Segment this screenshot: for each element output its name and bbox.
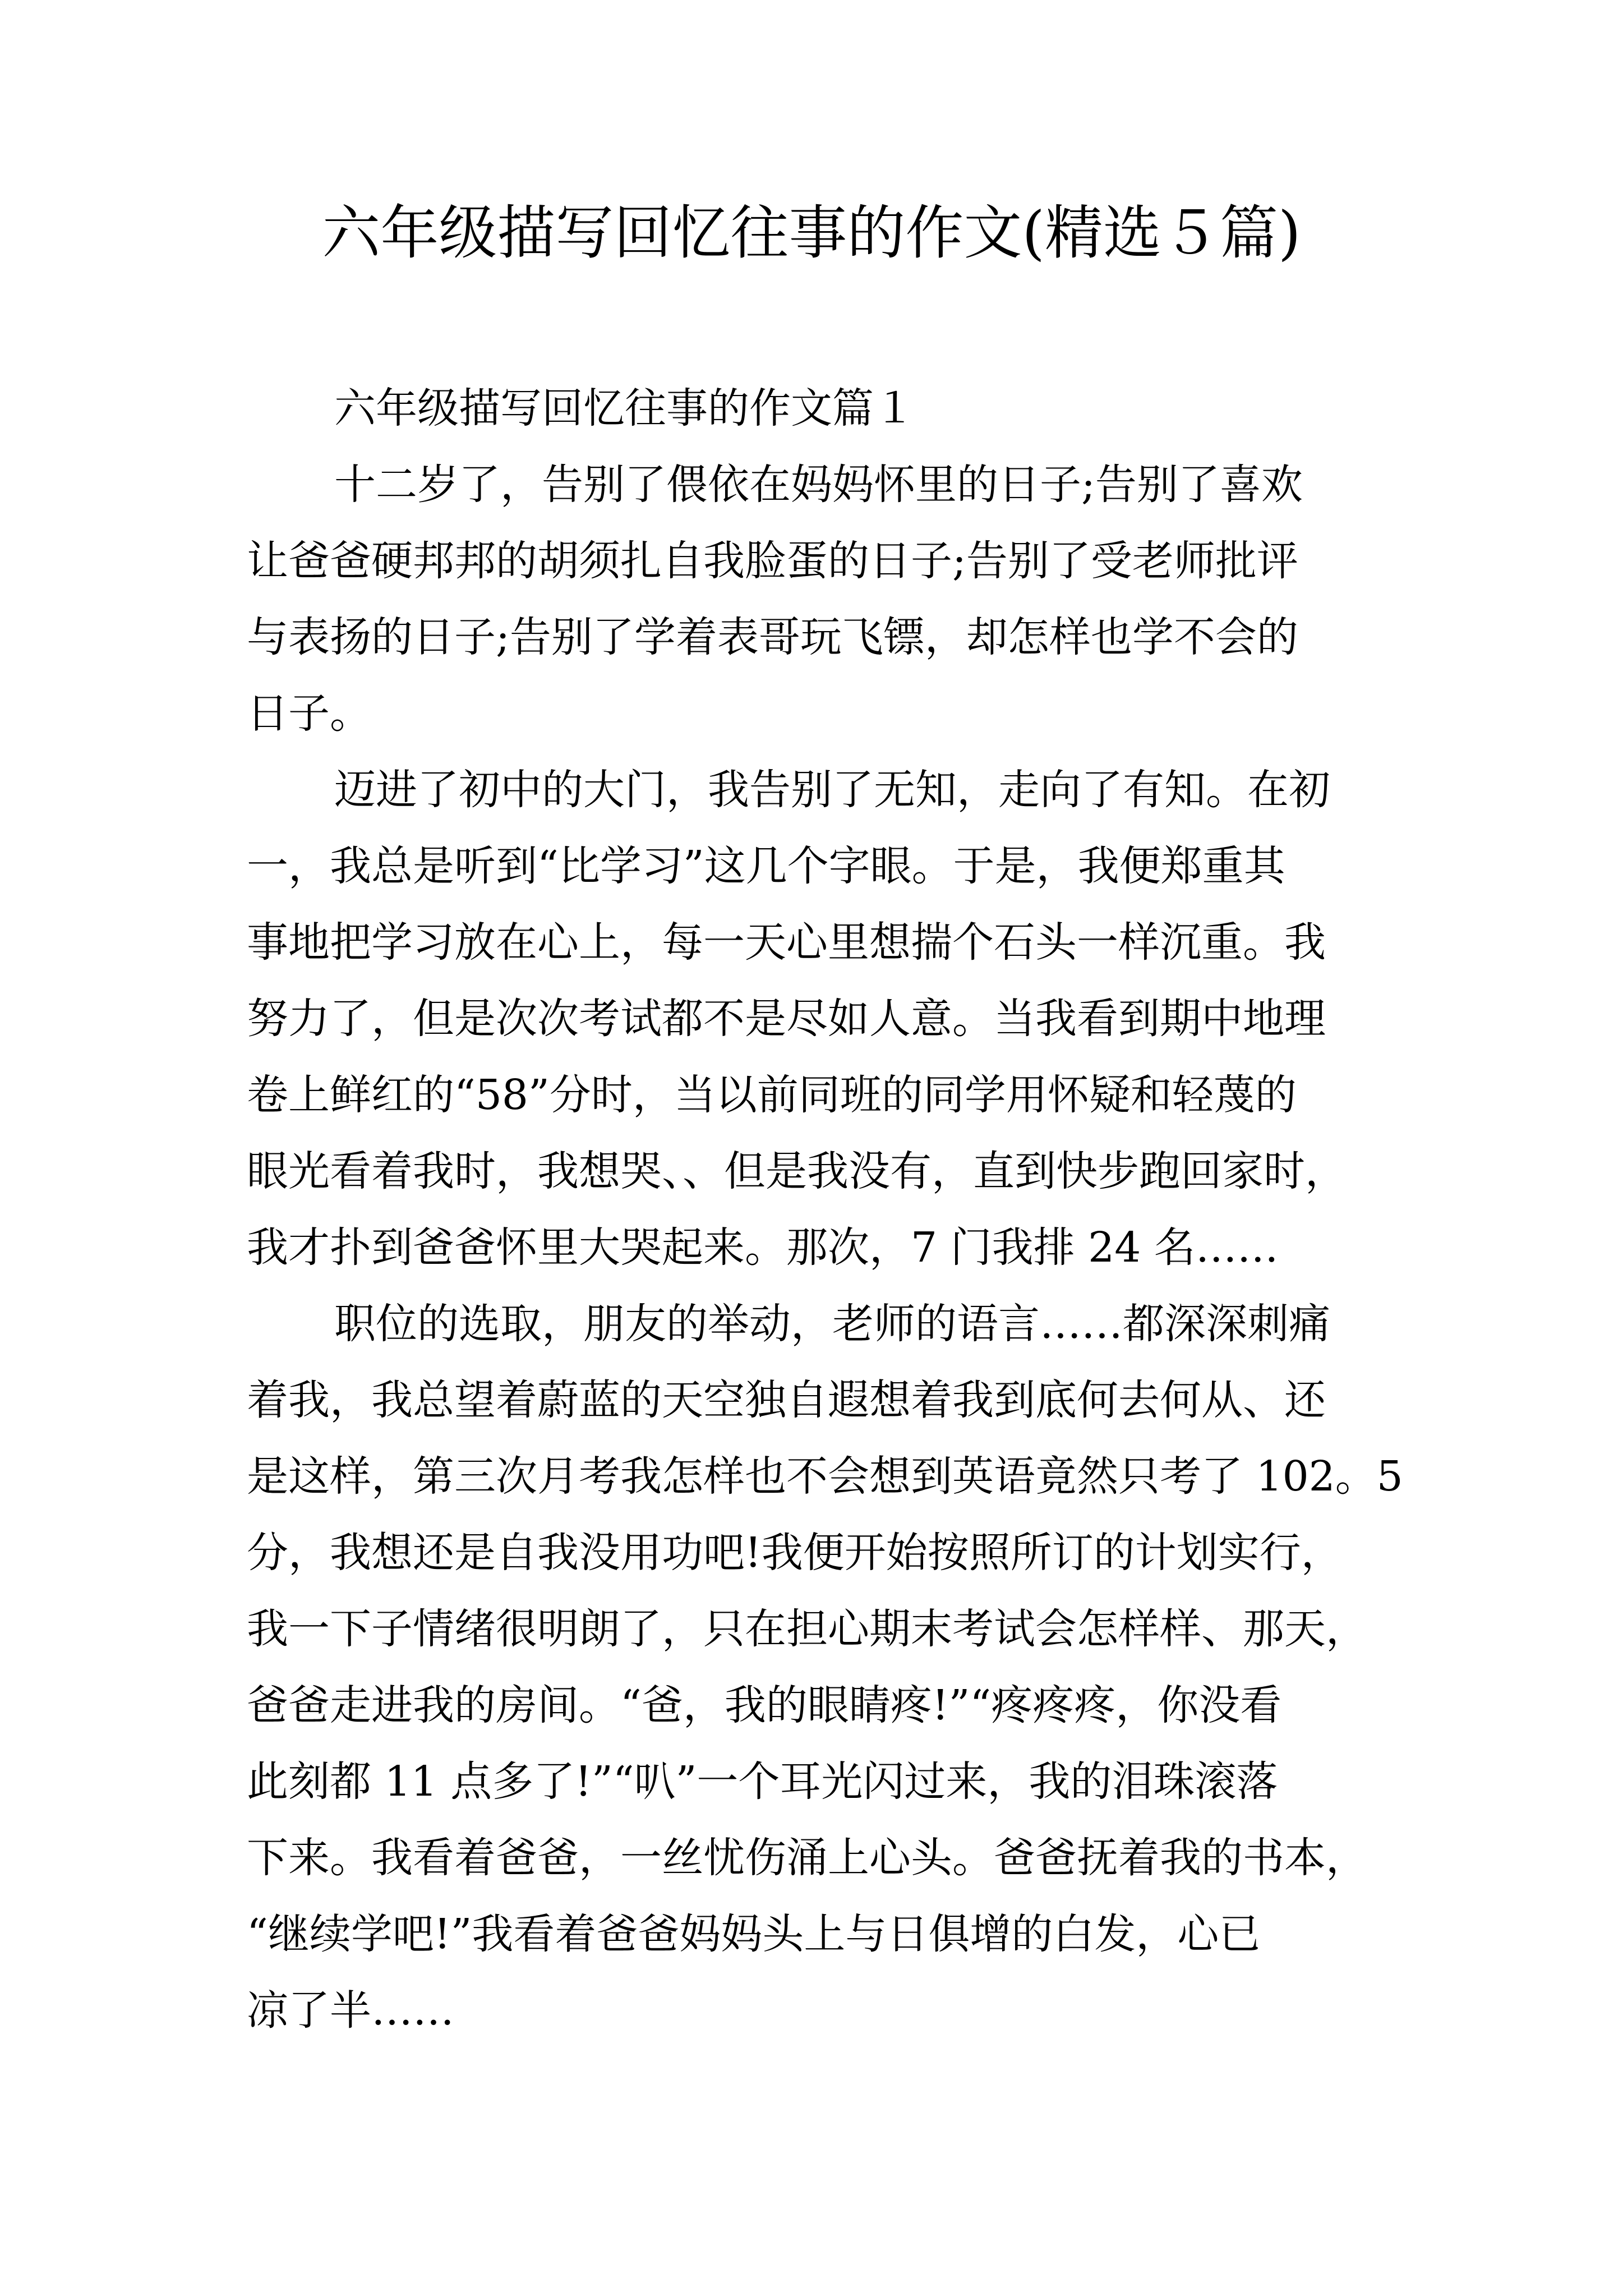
paragraph-line: 着我，我总望着蔚蓝的天空独自遐想着我到底何去何从、还 xyxy=(247,1376,1326,1424)
section-heading: 六年级描写回忆往事的作文篇１ xyxy=(334,384,915,432)
paragraph-line: 十二岁了，告别了偎依在妈妈怀里的日子;告别了喜欢 xyxy=(334,461,1303,509)
paragraph-line: 让爸爸硬邦邦的胡须扎自我脸蛋的日子;告别了受老师批评 xyxy=(247,537,1298,585)
paragraph-line: 我才扑到爸爸怀里大哭起来。那次，7 门我排 24 名…… xyxy=(247,1223,1279,1272)
paragraph-3 xyxy=(247,1286,1413,2049)
paragraph-line: 是这样，第三次月考我怎样也不会想到英语竟然只考了 102。5 xyxy=(247,1452,1403,1501)
paragraph-line: 一，我总是听到“比学习”这几个字眼。于是，我便郑重其 xyxy=(247,842,1285,890)
paragraph-line: 我一下子情绪很明朗了，只在担心期末考试会怎样样、那天， xyxy=(247,1605,1367,1653)
paragraph-line: 下来。我看着爸爸，一丝忧伤涌上心头。爸爸抚着我的书本， xyxy=(247,1834,1367,1882)
paragraph-line: 事地把学习放在心上，每一天心里想揣个石头一样沉重。我 xyxy=(247,918,1326,967)
paragraph-line: 与表扬的日子;告别了学着表哥玩飞镖，却怎样也学不会的 xyxy=(247,613,1298,661)
paragraph-1 xyxy=(247,447,1413,752)
paragraph-line: 爸爸走进我的房间。“爸，我的眼睛疼!”“疼疼疼，你没看 xyxy=(247,1681,1282,1729)
paragraph-2 xyxy=(247,752,1413,1286)
paragraph-line: 凉了半…… xyxy=(247,1986,454,2035)
paragraph-line: 卷上鲜红的“58”分时，当以前同班的同学用怀疑和轻蔑的 xyxy=(247,1071,1297,1119)
document-title: 六年级描写回忆往事的作文(精选５篇) xyxy=(322,199,1301,267)
paragraph-line: 迈进了初中的大门，我告别了无知，走向了有知。在初 xyxy=(334,766,1330,814)
paragraph-line: 努力了，但是次次考试都不是尽如人意。当我看到期中地理 xyxy=(247,995,1326,1043)
paragraph-line: 日子。 xyxy=(247,689,371,738)
paragraph-line: 分，我想还是自我没用功吧!我便开始按照所订的计划实行， xyxy=(247,1529,1343,1577)
document-body xyxy=(247,370,1413,2049)
paragraph-line: 此刻都 11 点多了!”“叭”一个耳光闪过来，我的泪珠滚落 xyxy=(247,1757,1278,1806)
paragraph-line: 眼光看着我时，我想哭、、但是我没有，直到快步跑回家时， xyxy=(247,1147,1347,1195)
paragraph-line: 职位的选取，朋友的举动，老师的语言……都深深刺痛 xyxy=(334,1300,1330,1348)
paragraph-line: “继续学吧!”我看着爸爸妈妈头上与日俱增的白发，心已 xyxy=(247,1910,1261,1958)
